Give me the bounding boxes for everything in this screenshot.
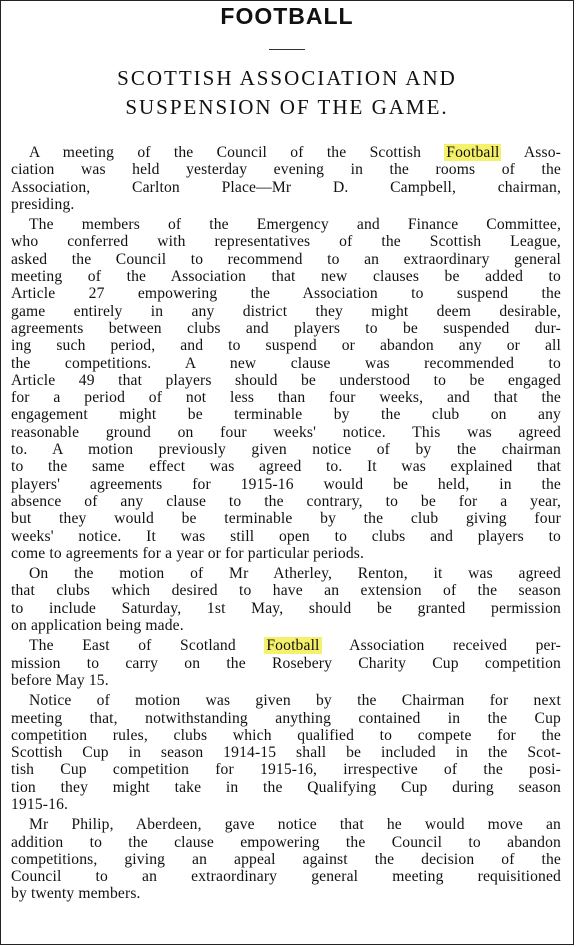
text-line xyxy=(11,851,561,868)
text-run: players' agreements for 1915-16 would be held, in the xyxy=(11,475,561,493)
text-run: absence of any clause to the contrary, to be for a year, xyxy=(11,492,561,510)
text-line xyxy=(11,816,561,833)
text-run: ciation was held yesterday evening in the rooms of the xyxy=(11,161,561,179)
text-line xyxy=(11,868,561,885)
text-run: ing such period, and to suspend or abandon any or all xyxy=(11,337,561,355)
text-line xyxy=(11,600,561,617)
text-run: Scottish Cup in season 1914-15 shall be included in the Scot- xyxy=(11,744,561,762)
text-run: come to agreements for a year or for particular periods. xyxy=(11,544,365,562)
text-line xyxy=(11,233,561,250)
article-body xyxy=(11,144,561,903)
text-run: competition rules, clubs which qualified to compete for the xyxy=(11,726,561,744)
text-line xyxy=(11,268,561,285)
text-run: presiding. xyxy=(11,195,75,213)
text-run: A meeting of the Council of the Scottish xyxy=(29,144,445,161)
text-run: who conferred with representatives of the Scottish League, xyxy=(11,233,561,251)
text-line xyxy=(11,692,561,709)
text-run: Association received per- xyxy=(321,637,561,655)
text-line xyxy=(11,285,561,302)
text-run: by twenty members. xyxy=(11,885,141,903)
text-line xyxy=(11,834,561,851)
text-run: meeting that, notwithstanding anything contained in the Cup xyxy=(11,709,561,727)
text-run: to include Saturday, 1st May, should be granted permission xyxy=(11,599,561,617)
text-line xyxy=(11,761,561,778)
text-line xyxy=(11,424,561,441)
text-line xyxy=(11,251,561,268)
text-run: Notice of motion was given by the Chairman for next xyxy=(29,692,561,710)
text-run: game entirely in any district they might deem desirable, xyxy=(11,302,561,320)
text-line xyxy=(11,510,561,527)
text-run: meeting of the Association that new clauses be added to xyxy=(11,268,561,286)
article-paragraph xyxy=(11,816,561,902)
text-line xyxy=(11,655,561,672)
text-line xyxy=(11,796,561,813)
text-line xyxy=(11,355,561,372)
text-run: but they would be terminable by the club giving four xyxy=(11,510,561,528)
text-run: The members of the Emergency and Finance Committee, xyxy=(29,216,561,234)
text-line xyxy=(11,372,561,389)
text-run: asked the Council to recommend to an extraordinary general xyxy=(11,250,561,268)
text-line xyxy=(11,885,561,902)
text-line xyxy=(11,637,561,654)
text-run: for a period of not less than four weeks, and that the xyxy=(11,389,561,407)
text-run: Association, Carlton Place—Mr D. Campbell, chairman, xyxy=(11,178,561,196)
text-run: competitions, giving an appeal against the decision of the xyxy=(11,850,561,868)
search-highlight: Football xyxy=(446,144,500,161)
text-line xyxy=(11,617,561,634)
text-run: reasonable ground on four weeks' notice. This was agreed xyxy=(11,423,561,441)
text-line xyxy=(11,196,561,213)
text-run: tish Cup competition for 1915-16, irrespective of the posi- xyxy=(11,761,561,779)
text-line xyxy=(11,161,561,178)
article-headline xyxy=(1,64,573,122)
text-run: to. A motion previously given notice of by the chairman xyxy=(11,441,561,459)
text-run: Article 27 empowering the Association to suspend the xyxy=(11,285,561,303)
text-run: the competitions. A new clause was recommended to xyxy=(11,354,561,372)
text-run: weeks' notice. It was still open to clubs and players to xyxy=(11,527,561,545)
text-line xyxy=(11,179,561,196)
text-run: before May 15. xyxy=(11,671,109,689)
text-line xyxy=(11,744,561,761)
article-paragraph xyxy=(11,637,561,689)
text-run: tion they might take in the Qualifying Cup during season xyxy=(11,778,561,796)
text-line xyxy=(11,672,561,689)
headline-line-1: SCOTTISH ASSOCIATION AND xyxy=(117,66,457,90)
text-run: on application being made. xyxy=(11,617,184,635)
article-paragraph xyxy=(11,216,561,562)
text-line xyxy=(11,303,561,320)
text-line xyxy=(11,320,561,337)
text-line xyxy=(11,565,561,582)
text-run: addition to the clause empowering the Council to abandon xyxy=(11,833,561,851)
text-line xyxy=(11,582,561,599)
text-run: to the same effect was agreed to. It was explained that xyxy=(11,458,561,476)
article-paragraph xyxy=(11,144,561,213)
headline-line-2: SUSPENSION OF THE GAME. xyxy=(125,95,449,119)
text-run: Mr Philip, Aberdeen, gave notice that he would move an xyxy=(29,816,561,834)
search-highlight: Football xyxy=(266,637,320,655)
text-line xyxy=(11,493,561,510)
text-line xyxy=(11,216,561,233)
text-run: that clubs which desired to have an extension of the season xyxy=(11,582,561,600)
text-run: agreements between clubs and players to be suspended dur- xyxy=(11,319,561,337)
text-line xyxy=(11,458,561,475)
text-line xyxy=(11,545,561,562)
text-line xyxy=(11,389,561,406)
heading-divider xyxy=(269,49,305,50)
text-line xyxy=(11,727,561,744)
article-paragraph xyxy=(11,565,561,634)
text-run: Asso- xyxy=(501,144,561,161)
text-run: engagement might be terminable by the club on any xyxy=(11,406,561,424)
section-heading: FOOTBALL xyxy=(220,3,354,29)
text-line xyxy=(11,476,561,493)
text-line xyxy=(11,779,561,796)
text-line xyxy=(11,710,561,727)
text-run: The East of Scotland xyxy=(29,637,265,655)
text-line xyxy=(11,528,561,545)
text-line xyxy=(11,441,561,458)
text-run: mission to carry on the Rosebery Charity Cup competition xyxy=(11,654,561,672)
text-line xyxy=(11,337,561,354)
text-line xyxy=(11,406,561,423)
text-run: Council to an extraordinary general meeting requisitioned xyxy=(11,868,561,886)
text-run: Article 49 that players should be understood to be engaged xyxy=(11,371,561,389)
text-run: On the motion of Mr Atherley, Renton, it was agreed xyxy=(29,565,561,583)
text-line xyxy=(11,144,561,161)
article-paragraph xyxy=(11,692,561,813)
text-run: 1915-16. xyxy=(11,795,69,813)
